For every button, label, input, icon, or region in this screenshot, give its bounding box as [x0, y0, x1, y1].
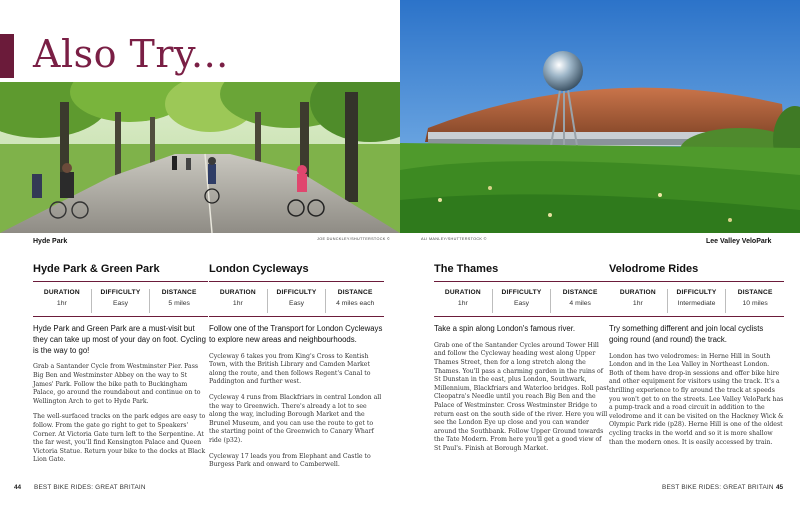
- ride-paragraph: The well-surfaced tracks on the park edges are easy to follow. From the gate go right to get to Speakers' Corner. At Victoria Gate turn left to the Serpentine. At the far west, you'll find Kensington Palace and Queen Victoria Statue. Return your bike to the docks at Black Lion Gate.: [33, 413, 206, 464]
- stat-label: DURATION: [43, 289, 80, 296]
- stat-label: DIFFICULTY: [676, 289, 717, 296]
- stat-difficulty: [492, 289, 551, 313]
- ride-title: Velodrome Rides: [609, 263, 699, 275]
- stat-duration: [209, 289, 267, 313]
- divider: [33, 281, 208, 282]
- ride-stats: [33, 289, 208, 313]
- ride-paragraph: Grab a Santander Cycle from Westminster Pier. Pass Big Ben and Westminster Abbey on the way to St James' Park. Follow the bike path to Buckingham Palace, go around the roundabout and continue on to Wellington Arch to get to Hyde Park.: [33, 363, 201, 405]
- running-head: BEST BIKE RIDES: GREAT BRITAIN: [662, 484, 774, 491]
- stat-difficulty: [267, 289, 326, 313]
- ride-intro: Hyde Park and Green Park are a must-visit but they can take up most of your day on foot. Cycling is the way to go!: [33, 324, 206, 355]
- stat-value: 1hr: [232, 300, 243, 307]
- stat-value: 1hr: [632, 300, 643, 307]
- stat-label: DURATION: [219, 289, 256, 296]
- stat-value: 5 miles: [168, 300, 190, 307]
- ride-paragraph: Cycleway 6 takes you from King's Cross to Kentish Town, with the British Library and Camden Market along the route, and then follows Regent's Canal to Paddington and further west.: [209, 352, 371, 386]
- divider: [609, 316, 784, 317]
- right-page: [400, 0, 800, 509]
- stat-value: Easy: [112, 300, 129, 307]
- divider: [609, 281, 784, 282]
- divider: [434, 316, 609, 317]
- ride-stats: [609, 289, 784, 313]
- running-head: BEST BIKE RIDES: GREAT BRITAIN: [34, 484, 146, 491]
- stat-label: DISTANCE: [737, 289, 773, 296]
- page-number: 44: [14, 484, 22, 491]
- stat-value: Intermediate: [677, 300, 716, 307]
- ride-column-the-thames: [434, 263, 609, 454]
- stat-difficulty: [667, 289, 726, 313]
- stat-duration: [33, 289, 91, 313]
- stat-label: DISTANCE: [562, 289, 598, 296]
- ride-stats: [434, 289, 609, 313]
- stat-label: DISTANCE: [337, 289, 373, 296]
- divider: [434, 281, 609, 282]
- photo-caption: Lee Valley VeloPark: [706, 238, 772, 245]
- photo-credit: JOE DUNCKLEY/SHUTTERSTOCK ©: [317, 237, 391, 241]
- stat-distance: [325, 289, 384, 313]
- stat-value: Easy: [513, 300, 530, 307]
- stat-value: 4 miles each: [336, 300, 375, 307]
- ride-column-hyde-park: [33, 263, 208, 465]
- divider: [33, 316, 208, 317]
- stat-difficulty: [91, 289, 150, 313]
- stat-label: DIFFICULTY: [276, 289, 317, 296]
- ride-title: The Thames: [434, 263, 499, 275]
- page-title: Also Try...: [33, 32, 229, 76]
- ride-paragraph: Cycleway 17 leads you from Elephant and Castle to Burgess Park and onward to Camberwell.: [209, 452, 371, 469]
- photo-caption: Hyde Park: [33, 238, 68, 245]
- ride-intro: Take a spin along London's famous river.: [434, 324, 576, 333]
- ride-intro: Follow one of the Transport for London Cycleways to explore new areas and neighbourhoods.: [209, 324, 383, 344]
- stat-label: DISTANCE: [161, 289, 197, 296]
- ride-column-velodrome: [609, 263, 784, 447]
- stat-value: 4 miles: [569, 300, 591, 307]
- stat-value: 10 miles: [742, 300, 768, 307]
- stat-distance: [550, 289, 609, 313]
- photo-credit: ALI MANLEY/SHUTTERSTOCK ©: [421, 237, 487, 241]
- ride-paragraph: Cycleway 4 runs from Blackfriars in central London all the way to Greenwich. There's already a lot to see along the way, including Borough Market and the Brunel Museum, and you can use the route to get to the starting point of the Greenwich to Canary Wharf ride (p32).: [209, 393, 382, 444]
- stat-label: DIFFICULTY: [501, 289, 542, 296]
- ride-title: Hyde Park & Green Park: [33, 263, 160, 275]
- stat-label: DURATION: [619, 289, 656, 296]
- stat-value: 1hr: [457, 300, 468, 307]
- ride-paragraph: Grab one of the Santander Cycles around Tower Hill and follow the Cycleway heading west along Upper Thames Street, then for a long stretch along the Thames. You'll pass a charming garden in the ruins of St Dunstan in the east, plus London, Southwark, Millennium, Blackfriars and Waterloo bridges. Roll past Cleopatra's Needle until you reach Big Ben and the Palace of Westminster. Cross Westminster Bridge to return east on the south side of the river. Here you will see the London Eye up close and you can wander around the Southbank. Follow Upper Ground towards the Tate Modern. From here you'll get a good view of St Paul's. Finish at Borough Market.: [434, 341, 609, 452]
- ride-stats: [209, 289, 384, 313]
- ride-title: London Cycleways: [209, 263, 309, 275]
- stat-duration: [434, 289, 492, 313]
- divider: [209, 316, 384, 317]
- stat-distance: [725, 289, 784, 313]
- stat-label: DIFFICULTY: [100, 289, 141, 296]
- ride-intro: Try something different and join local cyclists going round (and round) the track.: [609, 324, 764, 344]
- stat-distance: [149, 289, 208, 313]
- hyde-park-photo: [0, 82, 400, 233]
- ride-column-london-cycleways: [209, 263, 384, 470]
- title-accent-bar: [0, 34, 14, 78]
- page-number: 45: [776, 484, 784, 491]
- stat-value: Easy: [288, 300, 305, 307]
- ride-paragraph: London has two velodromes: in Herne Hill in South London and in the Lea Valley in Northeast London. Both of them have drop-in sessions and offer bike hire and other equipment for visitors using the track. It's a thrilling experience to fly around the track at speeds you won't get to on the streets. Lee Valley VeloPark has a pump-track and a road circuit in addition to the velodrome and it can be visited on the Hackney Wick & Olympic Park ride (p28). Herne Hill is one of the oldest cycling tracks in the world and so it is more shallow than the modern ones. It is easily accessed by train.: [609, 352, 784, 446]
- divider: [209, 281, 384, 282]
- velopark-photo: [400, 0, 800, 233]
- stat-duration: [609, 289, 667, 313]
- stat-value: 1hr: [56, 300, 67, 307]
- stat-label: DURATION: [444, 289, 481, 296]
